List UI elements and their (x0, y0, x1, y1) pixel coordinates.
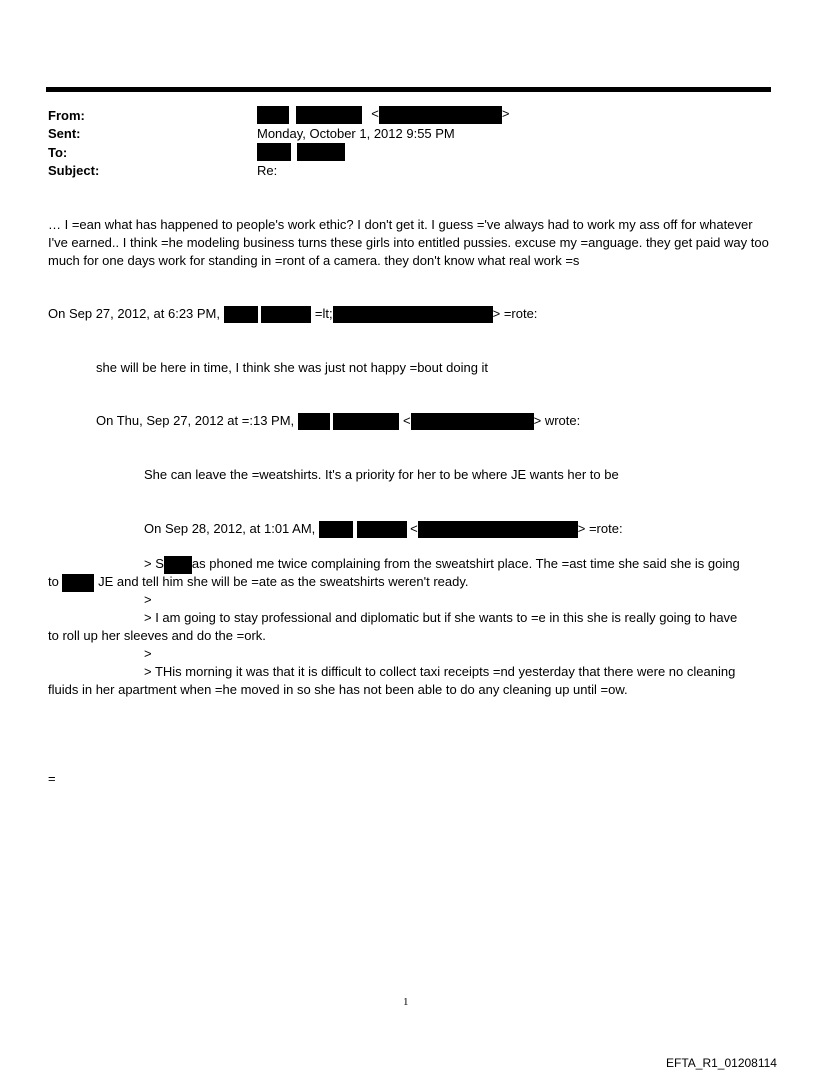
redaction-block (224, 306, 258, 323)
quoted-line-text: JE and tell him she will be =ate as the sweatshirts weren't ready. (98, 574, 469, 589)
quoted-line: fluids in her apartment when =he moved in so she has not been able to do any cleaning up until =ow. (48, 682, 628, 697)
quoted-line-text: > S (144, 556, 164, 571)
redaction-block (261, 306, 311, 323)
quote-header-3 (144, 521, 623, 538)
quoted-reply-1: she will be here in time, I think she was just not happy =bout doing it (96, 360, 489, 375)
reply-paragraph: … I =ean what has happened to people's work ethic? I don't get it. I guess ='ve always had to work my ass off for whatever I've earned.. I think =he modeling business turns these girls into entitled pussies. excuse my =anguage. they get paid way too much for one days work for standing in =ront of a camera. they don't know what real work =s (48, 217, 769, 268)
to-value (257, 143, 345, 161)
quoted-line-text: as phoned me twice complaining from the sweatshirt place. The =ast time she said she is going (191, 556, 740, 571)
quoted-line: > (144, 592, 152, 607)
quote-header-text: < (410, 521, 418, 536)
quoted-line (48, 574, 469, 592)
redaction-block (297, 143, 345, 161)
redaction-block (379, 106, 502, 124)
quote-header-text: > wrote: (533, 413, 581, 428)
from-label: From: (48, 108, 85, 123)
document-id: EFTA_R1_01208114 (666, 1056, 777, 1070)
quote-header-text: On Sep 27, 2012, at 6:23 PM, (48, 306, 221, 321)
redaction-block (333, 306, 493, 323)
redaction-block (411, 413, 534, 430)
quote-header-text: < (403, 413, 411, 428)
quote-header-2 (96, 413, 580, 430)
email-open-bracket: < (371, 106, 379, 121)
subject-label: Subject: (48, 163, 100, 178)
email-close-bracket: > (501, 106, 510, 121)
quoted-line: > (144, 646, 152, 661)
page-number: 1 (403, 996, 409, 1008)
redaction-block (257, 143, 291, 161)
quoted-line: > I am going to stay professional and diplomatic but if she wants to =e in this she is really going to have (144, 610, 738, 625)
redaction-block (164, 556, 192, 574)
redaction-block (333, 413, 399, 430)
subject-value: Re: (257, 163, 278, 178)
sent-value: Monday, October 1, 2012 9:55 PM (257, 126, 455, 141)
redaction-block (257, 106, 289, 124)
quote-header-text: > =rote: (492, 306, 538, 321)
redaction-block (62, 574, 94, 592)
trailing-equals: = (48, 771, 56, 786)
quoted-line: > THis morning it was that it is difficult to collect taxi receipts =nd yesterday that there were no cleaning (144, 664, 736, 679)
to-label: To: (48, 145, 68, 160)
from-value (257, 106, 509, 124)
quote-header-1 (48, 306, 537, 323)
redaction-block (357, 521, 407, 538)
redaction-block (418, 521, 578, 538)
sent-label: Sent: (48, 126, 81, 141)
redaction-block (296, 106, 362, 124)
quote-header-text: On Thu, Sep 27, 2012 at =:13 PM, (96, 413, 295, 428)
quoted-line: to roll up her sleeves and do the =ork. (48, 628, 266, 643)
quoted-reply-2: She can leave the =weatshirts. It's a priority for her to be where JE wants her to be (144, 467, 619, 482)
quoted-line (144, 556, 740, 574)
header-rule (46, 87, 771, 92)
quote-header-text: On Sep 28, 2012, at 1:01 AM, (144, 521, 316, 536)
quote-header-text: =lt; (314, 306, 333, 321)
quote-header-text: > =rote: (577, 521, 623, 536)
quoted-line-text: to (48, 574, 59, 589)
redaction-block (298, 413, 330, 430)
redaction-block (319, 521, 353, 538)
